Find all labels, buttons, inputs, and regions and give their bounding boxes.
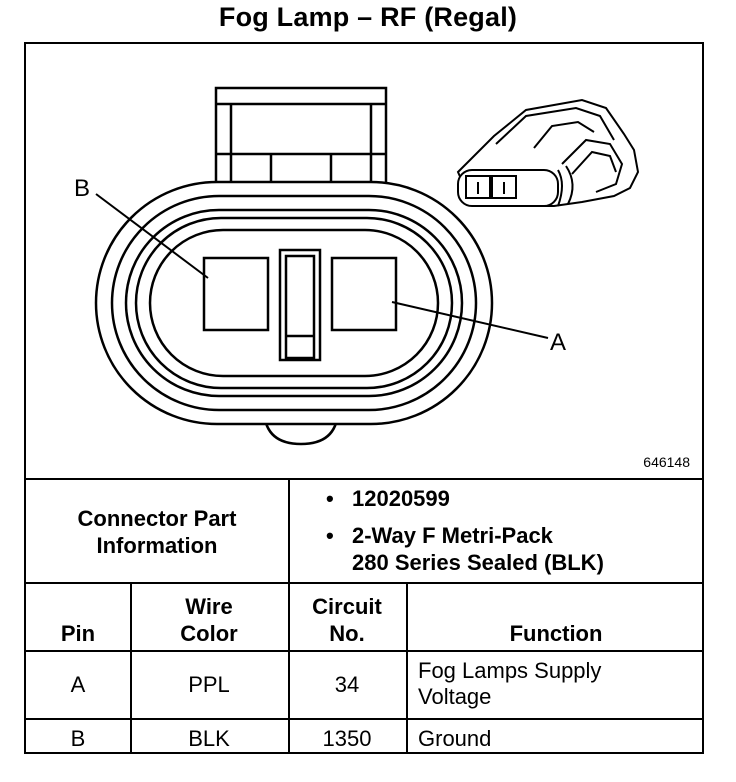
row-a-circuit: 34 <box>334 672 360 697</box>
connector-face-view <box>96 88 548 444</box>
row-b-pin: B <box>70 726 86 751</box>
pin-a-callout: A <box>550 329 567 356</box>
row-a-pin: A <box>70 672 86 697</box>
header-circuit-no: Circuit No. <box>312 594 382 646</box>
row-b-wire-color: BLK <box>188 726 230 751</box>
connector-perspective-view <box>458 100 638 206</box>
header-bottom-border <box>26 650 702 652</box>
connector-part-info-heading: Connector Part Information <box>77 506 237 558</box>
row-divider <box>26 718 702 720</box>
row-b-function: Ground <box>418 726 492 751</box>
diagram-frame <box>24 42 704 754</box>
header-pin: Pin <box>60 621 96 646</box>
header-function: Function <box>509 621 603 646</box>
description-bullet: • 2-Way F Metri-Pack 280 Series Sealed (BLK) <box>326 523 604 575</box>
table-top-border <box>26 478 702 480</box>
row-b-circuit: 1350 <box>322 726 372 751</box>
row-a-wire-color: PPL <box>188 672 230 697</box>
header-wire-color: Wire Color <box>180 594 238 646</box>
connector-description: 2-Way F Metri-Pack 280 Series Sealed (BLK) <box>352 523 604 575</box>
figure-reference-number: 646148 <box>643 454 690 470</box>
page-title: Fog Lamp – RF (Regal) <box>218 2 518 32</box>
pin-b-callout: B <box>74 175 91 202</box>
connector-diagram <box>26 44 702 478</box>
connector-part-details <box>326 485 604 576</box>
row-a-function: Fog Lamps Supply Voltage <box>418 658 602 709</box>
part-number: 12020599 <box>352 486 450 511</box>
info-divider <box>288 478 290 582</box>
part-number-bullet: • 12020599 <box>326 486 450 511</box>
col-divider-3 <box>406 582 408 754</box>
